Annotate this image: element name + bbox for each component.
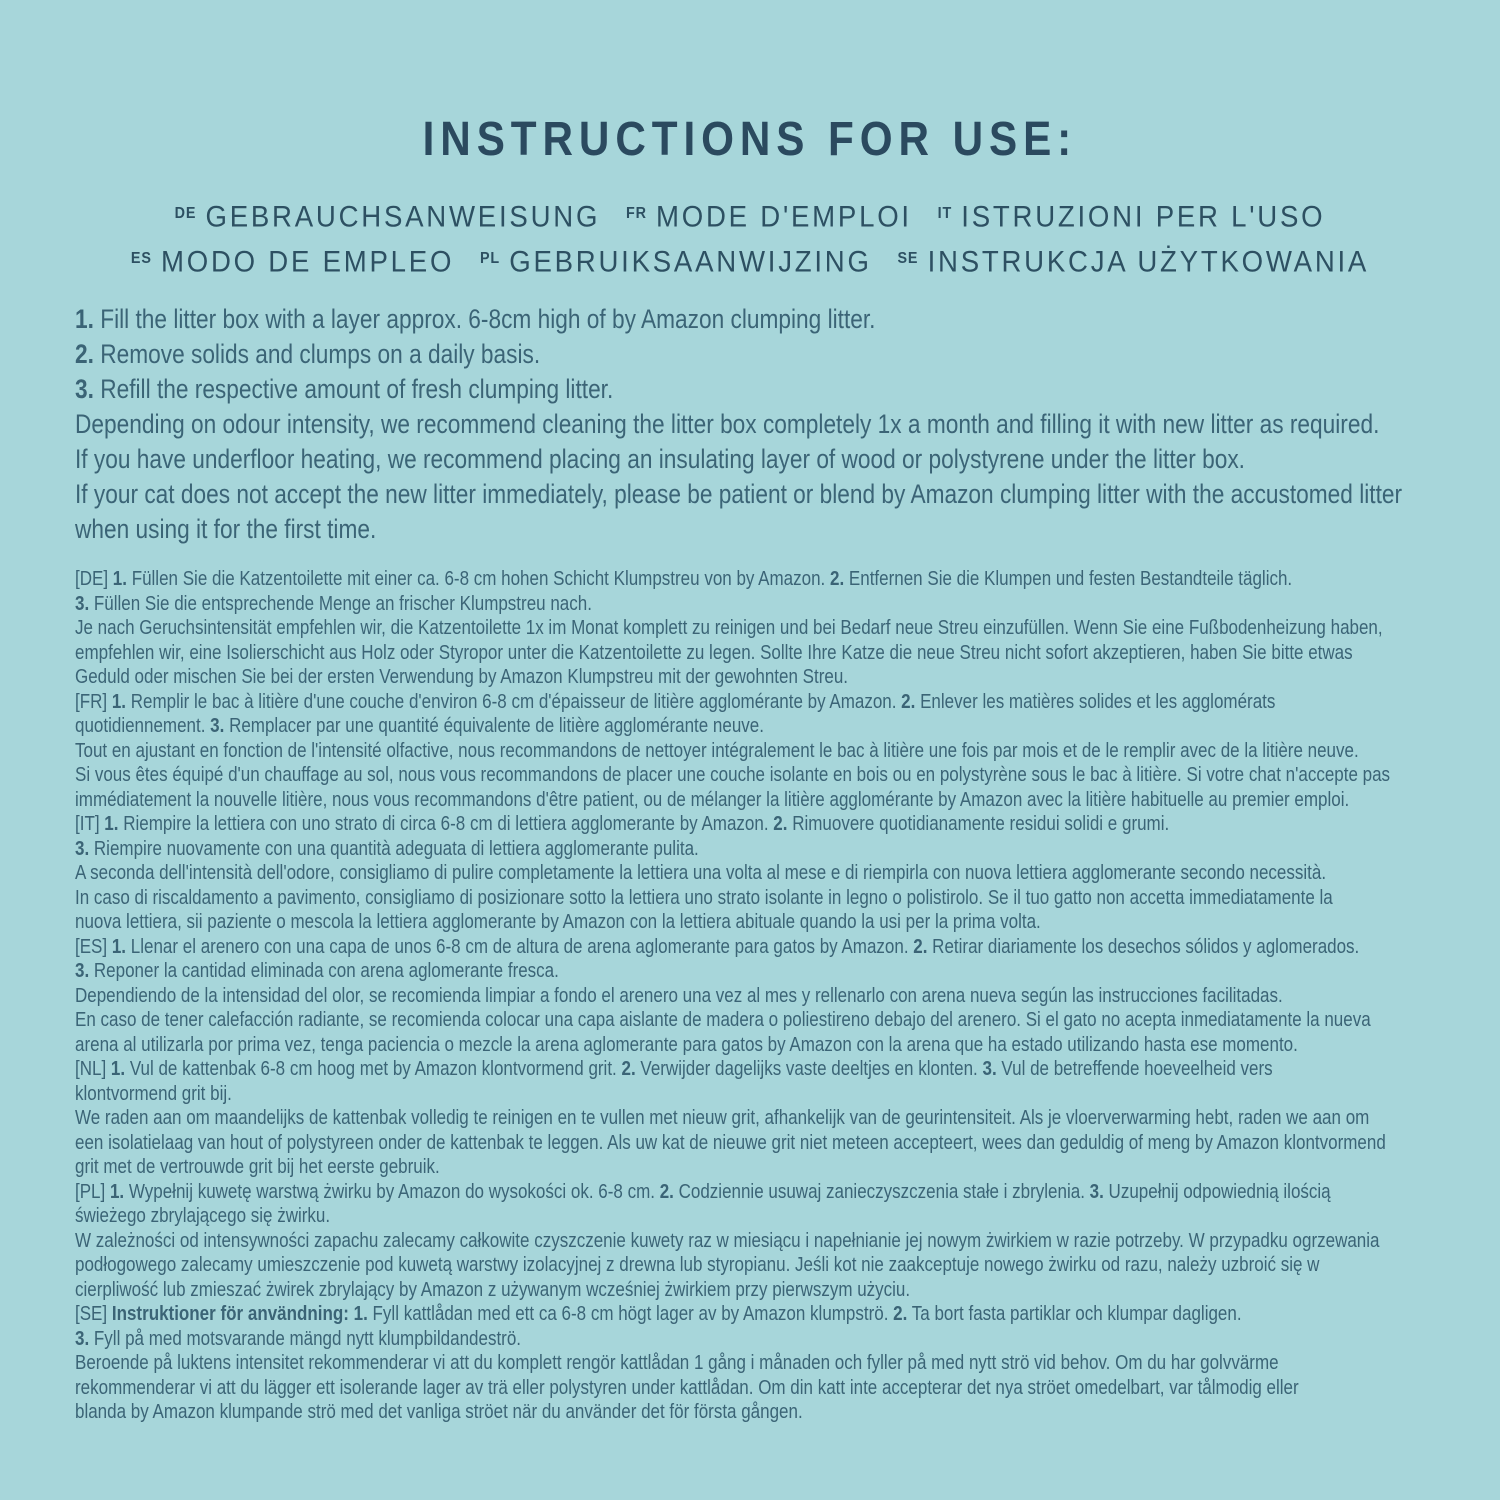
text-segment: Riempire nuovamente con una quantità adeguata di lettiera agglomerante pulita. <box>89 837 699 860</box>
text-segment: Entfernen Sie die Klumpen und festen Bestandteile täglich. <box>844 568 1293 591</box>
text-segment: grit met de vertrouwde grit bij het eerste gebruik. <box>75 1156 440 1179</box>
language-code: DE <box>174 205 197 222</box>
text-line <box>75 959 1252 984</box>
text-segment: blanda by Amazon klumpande strö med det vanliga ströet när du använder det för första gången. <box>75 1401 803 1424</box>
text-segment: Dependiendo de la intensidad del olor, se recomienda limpiar a fondo el arenero una vez al mes y rellenarlo con arena nueva según las instrucciones facilitadas. <box>75 984 1283 1007</box>
text-line <box>75 1302 1252 1327</box>
text-segment: If you have underfloor heating, we recommend placing an insulating layer of wood or polystyrene under the litter box. <box>75 444 1245 475</box>
text-segment: MODE D'EMPLOI <box>656 200 912 234</box>
text-segment: Vul de kattenbak 6-8 cm hoog met by Amazon klontvormend grit. <box>125 1058 622 1081</box>
text-line <box>75 337 1238 372</box>
text-segment: If your cat does not accept the new litter immediately, please be patient or blend by Amazon clumping litter with the accustomed litter <box>75 479 1403 510</box>
text-segment: En caso de tener calefacción radiante, se recomienda colocar una capa aislante de madera o poliestireno debajo del arenero. Si el gato no acepta inmediatamente la nueva <box>75 1009 1371 1032</box>
text-segment: 2. <box>773 813 788 836</box>
text-segment: immédiatement la nouvelle litière, nous vous recommandons d'être patient, ou de mélanger la litière agglomérante by Amazon avec la litière habituelle au premier emploi. <box>75 788 1350 811</box>
text-segment: Depending on odour intensity, we recommend cleaning the litter box completely 1x a month and filling it with new litter as required. <box>75 409 1380 440</box>
text-line <box>75 1155 1252 1180</box>
text-segment: świeżego zbrylającego się żwirku. <box>75 1205 331 1228</box>
text-segment: We raden aan om maandelijks de kattenbak volledig te reinigen en te vullen met nieuw grit, afhankelijk van de geurintensiteit. Als je vloerverwarming hebt, raden we aan om <box>75 1107 1370 1130</box>
text-segment: Si vous êtes équipé d'un chauffage au sol, nous vous recommandons de placer une couche isolante en bois ou en polystyrène sous le bac à litière. Si votre chat n'accepte pas <box>75 764 1391 787</box>
text-segment: quotidiennement. <box>75 715 211 738</box>
text-segment: Fyll på med motsvarande mängd nytt klumpbildandeströ. <box>89 1327 522 1350</box>
text-line <box>75 690 1276 715</box>
text-segment: 1. <box>75 304 94 335</box>
text-line <box>75 886 1333 911</box>
text-segment: 3. <box>1089 1180 1104 1203</box>
text-segment: Llenar el arenero con una capa de unos 6-8 cm de altura de arena aglomerante para gatos by Amazon. <box>126 935 914 958</box>
text-line <box>75 1180 1331 1205</box>
text-segment: empfehlen wir, eine Isolierschicht aus Holz oder Styropor unter die Katzentoilette zu legen. Sollte Ihre Katze die neue Streu nicht sofort akzeptieren, haben Sie bitte etwas <box>75 641 1353 664</box>
text-segment: 2. <box>659 1180 674 1203</box>
text-line <box>75 665 1252 690</box>
text-segment: Geduld oder mischen Sie bei der ersten Verwendung by Amazon Klumpstreu mit der gewohnten Streu. <box>75 666 848 689</box>
text-segment: Tout en ajustant en fonction de l'intensité olfactive, nous recommandons de nettoyer intégralement le bac à litière une fois par mois et de le remplir avec de la litière neuve. <box>75 739 1359 762</box>
text-segment: Remplacer par une quantité équivalente de litière agglomérante neuve. <box>224 715 764 738</box>
text-line <box>75 1351 1279 1376</box>
text-line <box>75 788 1350 813</box>
text-line <box>75 1327 1252 1352</box>
text-line <box>75 739 1359 764</box>
text-segment: arena al utilizarla por prima vez, tenga paciencia o mezcle la arena aglomerante para gatos by Amazon con la arena que ha estado utilizando hasta ese momento. <box>75 1033 1298 1056</box>
text-segment: A seconda dell'intensità dell'odore, consigliamo di pulire completamente la lettiera una volta al mese e di riempirla con nuova lettiera agglomerante secondo necessità. <box>75 862 1327 885</box>
text-line <box>75 910 1252 935</box>
text-segment: Riempire la lettiera con uno strato di circa 6-8 cm di lettiera agglomerante by Amazon. <box>118 813 774 836</box>
text-line <box>75 616 1383 641</box>
text-line <box>75 812 1252 837</box>
page-title: INSTRUCTIONS FOR USE: <box>422 113 1078 166</box>
text-line <box>75 1131 1386 1156</box>
text-line <box>75 641 1353 666</box>
text-line <box>75 861 1327 886</box>
text-segment: [ES] <box>75 935 112 958</box>
text-segment: In caso di riscaldamento a pavimento, consigliamo di posizionare sotto la lettiera uno strato isolante in legno o polistirolo. Se il tuo gatto non accetta immediatamente la <box>75 886 1333 909</box>
text-segment: [PL] <box>75 1180 110 1203</box>
text-segment: Vul de betreffende hoeveelheid vers <box>996 1058 1273 1081</box>
text-segment: GEBRAUCHSANWEISUNG <box>205 200 601 234</box>
text-segment: Füllen Sie die entsprechende Menge an frischer Klumpstreu nach. <box>89 592 592 615</box>
text-segment: [IT] <box>75 813 105 836</box>
text-segment: Remove solids and clumps on a daily basis. <box>93 339 541 370</box>
instructions-body <box>0 302 1500 1425</box>
text-segment: rekommenderar vi att du lägger ett isolerande lager av trä eller polystyren under kattlådan. Om din katt inte accepterar det nya ströet omedelbart, var tålmodig eller <box>75 1376 1299 1399</box>
text-segment: 3. <box>75 1327 90 1350</box>
text-line <box>75 1204 1252 1229</box>
text-line <box>60 238 1440 283</box>
text-segment: 3. <box>75 837 90 860</box>
text-segment: Retirar diariamente los desechos sólidos y aglomerados. <box>927 935 1360 958</box>
text-segment: Ta bort fasta partiklar och klumpar dagligen. <box>907 1303 1242 1326</box>
text-line <box>75 1253 1320 1278</box>
text-segment: 2. <box>913 935 928 958</box>
text-segment: Enlever les matières solides et les agglomérats <box>915 690 1276 713</box>
text-segment: 1. <box>104 813 119 836</box>
text-segment: klontvormend grit bij. <box>75 1082 232 1105</box>
text-segment: Refill the respective amount of fresh clumping litter. <box>93 374 614 405</box>
text-segment: 2. <box>901 690 916 713</box>
text-segment: when using it for the first time. <box>75 514 377 545</box>
translated-instructions <box>75 567 1460 1425</box>
text-segment: Reponer la cantidad eliminada con arena aglomerante fresca. <box>89 960 559 983</box>
text-segment: Verwijder dagelijks vaste deeltjes en klonten. <box>635 1058 983 1081</box>
text-segment: Beroende på luktens intensitet rekommenderar vi att du komplett rengör kattlådan 1 gång i månaden och fyller på med nytt strö vid behov. Om du har golvvärme <box>75 1352 1279 1375</box>
text-segment: 1. <box>111 935 127 958</box>
text-segment: Codziennie usuwaj zanieczyszczenia stałe i zbrylenia. <box>673 1180 1090 1203</box>
text-segment: INSTRUKCJA UŻYTKOWANIA <box>927 245 1370 279</box>
text-segment: ISTRUZIONI PER L'USO <box>961 200 1326 234</box>
text-segment: Je nach Geruchsintensität empfehlen wir, die Katzentoilette 1x im Monat komplett zu reinigen und bei Bedarf neue Streu einzufüllen. Wenn Sie eine Fußbodenheizung haben, <box>75 617 1383 640</box>
language-code: SE <box>897 249 919 267</box>
text-segment: 3. <box>210 715 225 738</box>
text-segment: [SE] <box>75 1303 112 1326</box>
text-segment: 3. <box>75 960 90 983</box>
text-segment: 3. <box>75 374 94 405</box>
text-line <box>75 302 1238 337</box>
text-line <box>75 477 1403 512</box>
text-line <box>75 567 1293 592</box>
text-segment: [FR] <box>75 690 112 713</box>
language-code: FR <box>625 205 647 222</box>
text-segment: 2. <box>621 1058 636 1081</box>
language-code: IT <box>937 205 953 222</box>
text-segment: [DE] <box>75 568 113 591</box>
text-segment: Remplir le bac à litière d'une couche d'environ 6-8 cm d'épaisseur de litière agglomérante by Amazon. <box>126 690 902 713</box>
text-line <box>60 193 1440 238</box>
english-instructions <box>75 302 1460 547</box>
text-segment: Füllen Sie die Katzentoilette mit einer ca. 6-8 cm hohen Schicht Klumpstreu von by Amazon. <box>126 568 830 591</box>
text-segment: 1. <box>110 1058 126 1081</box>
text-segment: Fyll kattlådan med ett ca 6-8 cm högt lager av by Amazon klumpströ. <box>367 1303 894 1326</box>
text-segment: 2. <box>75 339 94 370</box>
text-line <box>75 1400 1252 1425</box>
text-line <box>75 1082 1252 1107</box>
text-segment: 3. <box>75 592 90 615</box>
text-segment: Rimuovere quotidianamente residui solidi e grumi. <box>787 813 1170 836</box>
text-line <box>75 1008 1371 1033</box>
text-line <box>75 984 1283 1009</box>
text-segment: een isolatielaag van hout of polystyreen onder de kattenbak te leggen. Als uw kat de nieuwe grit niet meteen accepteert, wees dan geduldig of meng by Amazon klontvormend <box>75 1131 1386 1154</box>
text-segment: 2. <box>893 1303 908 1326</box>
text-segment: 3. <box>982 1058 997 1081</box>
text-line <box>75 1033 1298 1058</box>
language-titles <box>0 193 1500 282</box>
title-row <box>0 112 1500 179</box>
text-segment: W zależności od intensywności zapachu zalecamy całkowite czyszczenie kuwety raz w miesiącu i napełnianie jej nowym żwirkiem w razie potrzeby. W przypadku ogrzewania <box>75 1229 1380 1252</box>
text-segment: Fill the litter box with a layer approx. 6-8cm high of by Amazon clumping litter. <box>93 304 876 335</box>
text-segment: 1. <box>112 568 127 591</box>
text-segment: Instruktioner för användning: 1. <box>111 1303 368 1326</box>
text-line <box>75 763 1391 788</box>
text-segment: podłogowego zalecamy umieszczenie pod kuwetą warstwy izolacyjnej z drewna lub styropianu. Jeśli kot nie zaakceptuje nowego żwirku od razu, należy uzbroić się w <box>75 1254 1320 1277</box>
text-segment: MODO DE EMPLEO <box>160 245 455 279</box>
text-segment: 2. <box>829 568 845 591</box>
text-line <box>75 1057 1273 1082</box>
text-segment: GEBRUIKSAANWIJZING <box>509 245 872 279</box>
language-code: PL <box>479 249 501 267</box>
text-segment: 1. <box>111 690 127 713</box>
text-line <box>75 442 1245 477</box>
text-line <box>75 1106 1370 1131</box>
text-line <box>75 407 1380 442</box>
text-segment: Wypełnij kuwetę warstwą żwirku by Amazon do wysokości ok. 6-8 cm. <box>124 1180 660 1203</box>
text-line <box>75 1278 1252 1303</box>
text-segment: 1. <box>109 1180 125 1203</box>
text-segment: nuova lettiera, sii paziente o mescola la lettiera agglomerante by Amazon con la lettiera abituale quando la usi per la prima volta. <box>75 911 1041 934</box>
text-segment: cierpliwość lub zmieszać żwirek zbrylający by Amazon z używanym wcześniej żwirkiem przy pierwszym użyciu. <box>75 1278 911 1301</box>
text-line <box>75 837 1252 862</box>
text-line <box>75 1376 1299 1401</box>
text-line <box>75 935 1360 960</box>
text-segment: [NL] <box>75 1058 111 1081</box>
text-line <box>75 1229 1380 1254</box>
text-line <box>75 372 1238 407</box>
text-line <box>75 714 1252 739</box>
text-segment: Uzupełnij odpowiednią ilością <box>1103 1180 1331 1203</box>
text-line <box>75 512 1238 547</box>
language-code: ES <box>130 249 152 267</box>
text-line <box>75 592 1252 617</box>
